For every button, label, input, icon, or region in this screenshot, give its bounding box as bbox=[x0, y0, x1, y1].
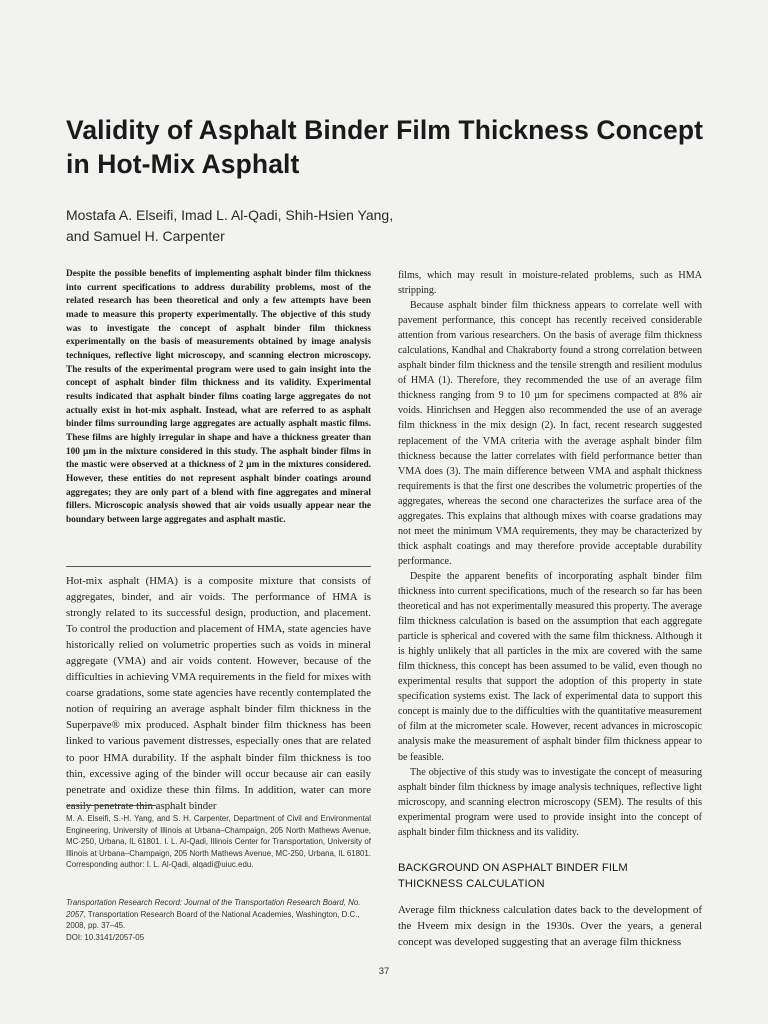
page-number: 37 bbox=[378, 966, 390, 977]
heading-line-1: BACKGROUND ON ASPHALT BINDER FILM bbox=[398, 862, 628, 874]
author-line-2: and Samuel H. Carpenter bbox=[66, 228, 225, 244]
paragraph: films, which may result in moisture-related problems, such as HMA stripping. bbox=[398, 270, 702, 297]
paragraph: Because asphalt binder film thickness appears to correlate well with pavement performance, this concept has recently received considerable attention from various researchers. On the basis of average film thickness calculations, Kandhal and Chakraborty found a strong correlation between asphalt binder film thickness and the tensile strength and resilient modulus of HMA (1). Therefore, they recommended the use of an average film thickness ranging from 9 to 10 µm for specimens compacted at 8% air voids. Hinrichsen and Heggen also recommended the use of an average film thickness in the mix design (2). In fact, recent research suggested replacement of the VMA criteria with the average asphalt binder film thickness because the latter correlates with field performance better than VMA does (3). The main difference between VMA and asphalt thickness requirements is that the first one describes the volumetric properties of the aggregates, whereas the second one characterizes the surface area of the aggregates. This explains that although mixes with coarse gradations may not meet the minimum VMA requirements, they may be characterized by thick asphalt coatings and may therefore provide acceptable durability performance. bbox=[398, 300, 702, 567]
author-line-1: Mostafa A. Elseifi, Imad L. Al-Qadi, Shih-Hsien Yang, bbox=[66, 207, 394, 223]
doi: DOI: 10.3141/2057-05 bbox=[66, 932, 145, 942]
journal-name: Transportation Research Record: Journal of the Transportation Research Board, No. 2057, bbox=[66, 898, 361, 919]
intro-paragraph: Hot-mix asphalt (HMA) is a composite mixture that consists of aggregates, binder, and air voids. The performance of HMA is strongly related to its successful design, production, and placement. To control the production and placement of HMA, state agencies have historically relied on volumetric properties such as voids in mineral aggregate (VMA) and air voids content. However, because of the difficulties in achieving VMA requirements in the field for mixes with coarse gradations, some state agencies have recently contemplated the notion of requiring an average asphalt binder film thickness in the Superpave® mix produced. Asphalt binder film thickness has been linked to various pavement distresses, especially ones that are related to poor HMA durability. If the asphalt binder film thickness is too thin, excessive aging of the binder will occur because air can easily penetrate and oxidize these thin films. In addition, water can more easily penetrate thin asphalt binder bbox=[66, 575, 371, 812]
author-list bbox=[66, 205, 666, 247]
journal-citation bbox=[66, 897, 371, 943]
paragraph: The objective of this study was to investigate the concept of measuring asphalt binder film thickness by image analysis techniques, reflective light microscopy, and scanning electron microscopy (SEM). The results of this experimental program were used to provide insight into the concept of asphalt binder film thickness and its validity. bbox=[398, 766, 702, 838]
right-column bbox=[398, 268, 702, 840]
paragraph: Despite the apparent benefits of incorporating asphalt binder film thickness into current specifications, much of the research so far has been theoretical and has not experimentally measured this property. The average film thickness calculation is based on the assumption that each aggregate particle is spherical and covered with the same film thickness. Although it is highly unlikely that all particles in the mix are covered with the same film thickness, this concept has been assumed to be valid, even though no experimental results that support the adoption of this property in state specification systems exist. The lack of experimental data to support this concept is mainly due to the difficulties with the quantitative measurement of film at the micrometer scale. However, recent advances in microscopic analysis make the measurement of asphalt binder film thickness appear to be feasible. bbox=[398, 570, 702, 763]
footnote-divider bbox=[66, 805, 156, 806]
abstract-divider bbox=[66, 566, 371, 567]
heading-line-2: THICKNESS CALCULATION bbox=[398, 878, 545, 890]
section-heading bbox=[398, 860, 698, 892]
abstract: Despite the possible benefits of implementing asphalt binder film thickness into current specifications to address durability problems, most of the related research has been theoretical and only a few attempts have been made to measure this property experimentally. The objective of this study was to investigate the concept of asphalt binder film thickness experimentally on the basis of measurements obtained by image analysis techniques, reflective light microscopy, and scanning electron microscopy. The results of the experimental program were used to gain insight into the concept of asphalt binder film thickness and its validity. Experimental results indicated that asphalt binder films coating large aggregates do not actually exist in hot-mix asphalt. Instead, what are referred to as asphalt binder films surrounding large aggregates are actually asphalt mastic films. These films are highly irregular in shape and have a thickness greater than 100 µm in the mixture considered in this study. The asphalt binder films in the mastic were observed at a thickness of 2 µm in the mixtures considered. However, these entities do not represent asphalt binder coatings around aggregates; they are only part of a blend with fine aggregates and mineral fillers. Microscopic analysis showed that air voids usually appear near the boundary between large aggregates and asphalt mastic. bbox=[66, 269, 371, 525]
introduction bbox=[66, 573, 371, 814]
paragraph: Average film thickness calculation dates back to the development of the Hveem mix design in the 1930s. Over the years, a general concept was developed suggesting that an average film thickness bbox=[398, 904, 702, 948]
journal-details: Transportation Research Board of the National Academies, Washington, D.C., 2008, pp. 37–45. bbox=[66, 909, 360, 931]
paper-title: Validity of Asphalt Binder Film Thickness Concept in Hot-Mix Asphalt bbox=[66, 115, 704, 179]
author-affiliation: M. A. Elseifi, S.-H. Yang, and S. H. Carpenter, Department of Civil and Environmental Engineering, University of Illinois at Urbana–Champaign, 205 North Mathews Avenue, MC-250, Urbana, IL 61801. I. L. Al-Qadi, Illinois Center for Transportation, University of Illinois at Urbana–Champaign, 205 North Mathews Avenue, MC-250, Urbana, IL 61801. Corresponding author: I. L. Al-Qadi, alqadi@uiuc.edu. bbox=[66, 814, 371, 870]
background-section bbox=[398, 902, 702, 950]
